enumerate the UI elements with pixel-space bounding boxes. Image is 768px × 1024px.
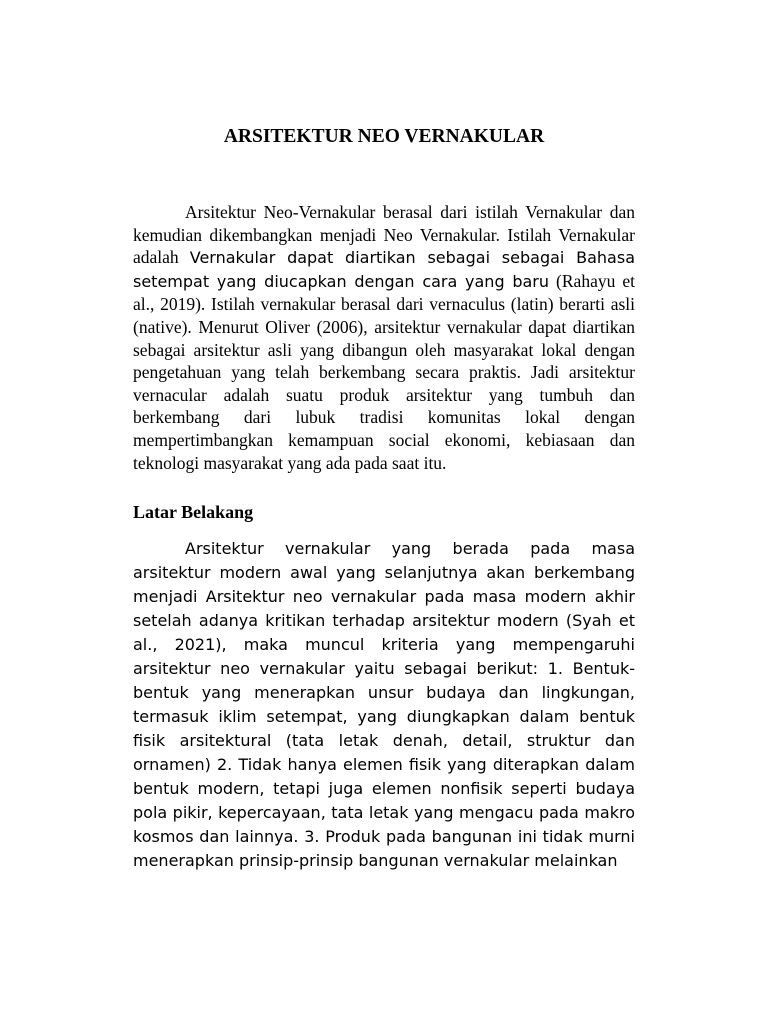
document-title: ARSITEKTUR NEO VERNAKULAR	[223, 126, 545, 147]
section-heading-latar-belakang: Latar Belakang	[133, 502, 254, 522]
paragraph-introduction-text-1: Arsitektur Neo-Vernakular berasal dari istilah Vernakular dan kemudian dikembangkan menjadi Neo Vernakular. Istilah Vernakular adalah	[133, 202, 635, 268]
paragraph-latar-belakang: Arsitektur vernakular yang berada pada masa arsitektur modern awal yang selanjutnya akan berkembang menjadi Arsitektur neo vernakular pada masa modern akhir setelah adanya kritikan terhadap arsitektur modern (Syah et al., 2021), maka muncul kriteria yang mempengaruhi arsitektur neo vernakular yaitu sebagai berikut: 1. Bentuk-bentuk yang menerapkan unsur budaya dan lingkungan, termasuk iklim setempat, yang diungkapkan dalam bentuk fisik arsitektural (tata letak denah, detail, struktur dan ornamen) 2. Tidak hanya elemen fisik yang diterapkan dalam bentuk modern, tetapi juga elemen nonfisik seperti budaya pola pikir, kepercayaan, tata letak yang mengacu pada makro kosmos dan lainnya. 3. Produk pada bangunan ini tidak murni menerapkan prinsip-prinsip bangunan vernakular melainkan	[133, 539, 635, 870]
paragraph-introduction	[133, 201, 635, 474]
paragraph-introduction-text-2: Vernakular dapat diartikan sebagai sebagai Bahasa setempat yang diucapkan dengan cara yang baru	[133, 248, 636, 291]
paragraph-introduction-text-3: (Rahayu et al., 2019). Istilah vernakular berasal dari vernaculus (latin) berarti asli (native). Menurut Oliver (2006), arsitektur vernakular dapat diartikan sebagai arsitektur asli yang dibangun oleh masyarakat lokal dengan pengetahuan yang telah berkembang secara praktis. Jadi arsitektur vernacular adalah suatu produk arsitektur yang tumbuh dan berkembang dari lubuk tradisi komunitas lokal dengan mempertimbangkan kemampuan social ekonomi, kebiasaan dan teknologi masyarakat yang ada pada saat itu.	[133, 270, 635, 473]
